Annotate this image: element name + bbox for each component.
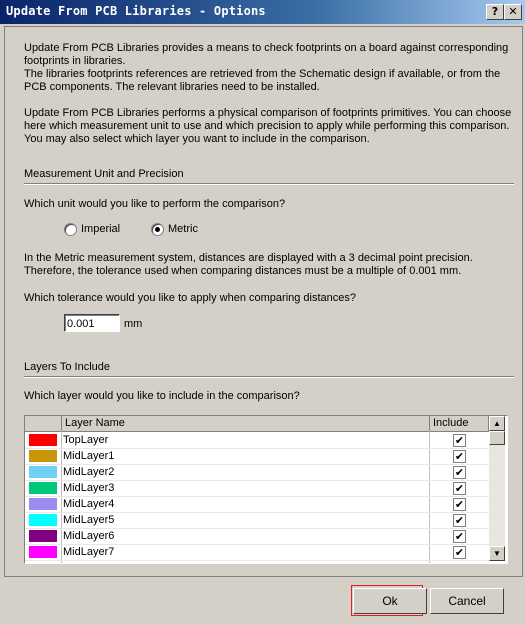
layers-question: Which layer would you like to include in the comparison? bbox=[24, 390, 300, 402]
include-checkbox[interactable] bbox=[453, 530, 466, 543]
layer-row[interactable] bbox=[25, 448, 489, 465]
checkmark-icon: ✔ bbox=[454, 498, 465, 511]
layer-row[interactable] bbox=[25, 432, 489, 449]
layer-row[interactable] bbox=[25, 528, 489, 545]
layers-section-title: Layers To Include bbox=[24, 361, 111, 373]
include-checkbox[interactable] bbox=[453, 450, 466, 463]
checkmark-icon: ✔ bbox=[454, 514, 465, 527]
include-checkbox[interactable] bbox=[453, 466, 466, 479]
radio-selected-dot bbox=[155, 227, 160, 232]
title-bar bbox=[0, 0, 525, 24]
layers-grid[interactable] bbox=[24, 415, 508, 564]
measurement-separator bbox=[24, 183, 514, 185]
checkmark-icon: ✔ bbox=[454, 530, 465, 543]
checkmark-icon: ✔ bbox=[454, 546, 465, 559]
unit-question: Which unit would you like to perform the comparison? bbox=[24, 198, 286, 210]
cancel-button[interactable]: Cancel bbox=[430, 588, 504, 614]
metric-radio[interactable] bbox=[151, 223, 164, 236]
checkmark-icon: ✔ bbox=[454, 434, 465, 447]
layer-color-swatch bbox=[29, 466, 57, 478]
layer-row[interactable] bbox=[25, 544, 489, 561]
layer-color-swatch bbox=[29, 482, 57, 494]
layer-name: MidLayer3 bbox=[63, 482, 115, 494]
grid-header-color bbox=[25, 416, 62, 431]
layer-row[interactable] bbox=[25, 464, 489, 481]
layer-color-swatch bbox=[29, 434, 57, 446]
imperial-radio-label[interactable]: Imperial bbox=[81, 223, 121, 235]
intro-paragraph-1: Update From PCB Libraries provides a means to check footprints on a board against corresponding footprints in libraries. bbox=[24, 42, 509, 67]
close-button[interactable] bbox=[504, 4, 522, 20]
intro-paragraph-2: The libraries footprints references are retrieved from the Schematic design if available, or from the PCB components. The relevant libraries need to be installed. bbox=[24, 68, 501, 93]
layer-color-swatch bbox=[29, 514, 57, 526]
grid-vertical-scrollbar[interactable] bbox=[489, 416, 505, 561]
checkmark-icon: ✔ bbox=[454, 482, 465, 495]
scroll-down-button[interactable] bbox=[489, 546, 505, 561]
layer-color-swatch bbox=[29, 546, 57, 558]
layer-color-swatch bbox=[29, 450, 57, 462]
dialog-body bbox=[4, 26, 523, 577]
tolerance-input[interactable]: 0.001 bbox=[64, 314, 120, 332]
intro-paragraph-3: Update From PCB Libraries performs a physical comparison of footprints primitives. You can choose here which measurement unit to use and which precision to apply while performing this comparison. You may also select which layer you want to include in the comparison. bbox=[24, 107, 512, 145]
tolerance-question: Which tolerance would you like to apply when comparing distances? bbox=[24, 292, 357, 304]
metric-description: In the Metric measurement system, distances are displayed with a 3 decimal point precision. Therefore, the tolerance used when comparing distances must be a multiple of 0.001 mm. bbox=[24, 252, 473, 277]
layer-color-swatch bbox=[29, 498, 57, 510]
layer-name: MidLayer4 bbox=[63, 498, 115, 510]
grid-header-layer-name[interactable]: Layer Name bbox=[62, 416, 430, 431]
layer-color-swatch bbox=[29, 530, 57, 542]
layer-name: TopLayer bbox=[63, 434, 109, 446]
layer-row[interactable] bbox=[25, 480, 489, 497]
layers-separator bbox=[24, 376, 514, 378]
window-title: Update From PCB Libraries - Options bbox=[6, 4, 266, 18]
tolerance-unit: mm bbox=[124, 318, 143, 330]
layer-name: MidLayer2 bbox=[63, 466, 115, 478]
layer-name: MidLayer6 bbox=[63, 530, 115, 542]
include-checkbox[interactable] bbox=[453, 546, 466, 559]
include-checkbox[interactable] bbox=[453, 498, 466, 511]
scroll-thumb[interactable] bbox=[489, 431, 505, 445]
checkmark-icon: ✔ bbox=[454, 466, 465, 479]
layer-row[interactable] bbox=[25, 496, 489, 513]
layer-name: MidLayer7 bbox=[63, 546, 115, 558]
scroll-up-button[interactable] bbox=[489, 416, 505, 431]
layer-name: MidLayer1 bbox=[63, 450, 115, 462]
include-checkbox[interactable] bbox=[453, 434, 466, 447]
imperial-radio[interactable] bbox=[64, 223, 77, 236]
close-icon: ✕ bbox=[508, 5, 518, 18]
arrow-down-icon: ▼ bbox=[493, 549, 501, 558]
include-checkbox[interactable] bbox=[453, 482, 466, 495]
checkmark-icon: ✔ bbox=[454, 450, 465, 463]
ok-button[interactable]: Ok bbox=[353, 588, 427, 614]
arrow-up-icon: ▲ bbox=[493, 419, 501, 428]
help-button[interactable]: ? bbox=[486, 4, 504, 20]
measurement-section-title: Measurement Unit and Precision bbox=[24, 168, 184, 180]
layer-name: MidLayer5 bbox=[63, 514, 115, 526]
include-checkbox[interactable] bbox=[453, 514, 466, 527]
grid-header bbox=[25, 416, 489, 432]
metric-radio-label[interactable]: Metric bbox=[168, 223, 198, 235]
grid-header-include[interactable]: Include bbox=[430, 416, 489, 431]
layer-row[interactable] bbox=[25, 512, 489, 529]
